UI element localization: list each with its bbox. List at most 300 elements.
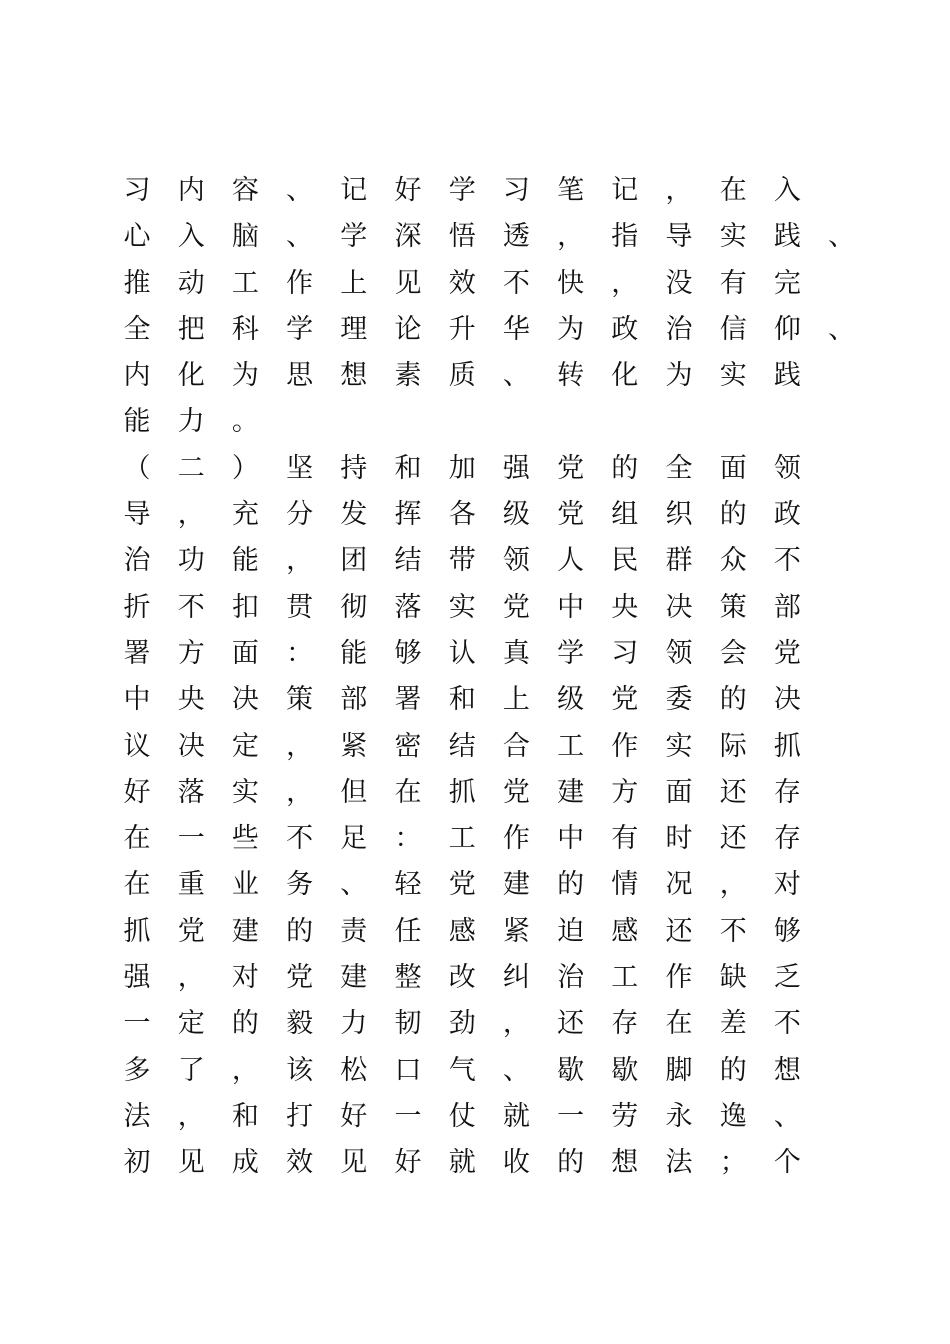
- glyph: 况: [665, 869, 693, 901]
- glyph: 导: [123, 499, 151, 531]
- glyph: 扣: [231, 591, 259, 623]
- text-line: [112, 214, 892, 260]
- glyph: 在: [123, 823, 151, 855]
- glyph: 践: [773, 360, 801, 392]
- glyph: 中: [123, 684, 151, 716]
- glyph: 持: [340, 452, 368, 484]
- glyph: 责: [340, 915, 368, 947]
- glyph: 实: [231, 776, 259, 808]
- glyph: 为: [665, 360, 693, 392]
- glyph: 、: [286, 221, 314, 253]
- glyph: 不: [773, 1008, 801, 1040]
- glyph: 的: [231, 1008, 259, 1040]
- glyph: 想: [773, 1054, 801, 1086]
- glyph: 效: [448, 267, 476, 299]
- text-line: [112, 862, 892, 908]
- glyph: 深: [394, 221, 422, 253]
- glyph: 转: [557, 360, 585, 392]
- glyph: 委: [665, 684, 693, 716]
- glyph: 华: [502, 313, 530, 345]
- glyph: 领: [502, 545, 530, 577]
- glyph: 任: [394, 915, 422, 947]
- glyph: 对: [773, 869, 801, 901]
- glyph: 内: [123, 360, 151, 392]
- glyph: 务: [286, 869, 314, 901]
- glyph: 推: [123, 267, 151, 299]
- glyph: 领: [665, 637, 693, 669]
- glyph: 还: [719, 776, 747, 808]
- glyph: 歇: [557, 1054, 585, 1086]
- glyph: 习: [502, 175, 530, 206]
- glyph: 作: [665, 962, 693, 994]
- glyph: ）: [231, 452, 259, 484]
- glyph: 该: [286, 1054, 314, 1086]
- glyph: 、: [828, 313, 856, 345]
- glyph: 能: [123, 406, 151, 438]
- glyph: ，: [177, 499, 205, 531]
- glyph: 想: [340, 360, 368, 392]
- glyph: 个: [773, 1147, 801, 1179]
- glyph: 快: [557, 267, 585, 299]
- glyph: ：: [286, 637, 314, 669]
- glyph: 但: [340, 776, 368, 808]
- glyph: 情: [611, 869, 639, 901]
- glyph: 存: [773, 823, 801, 855]
- glyph: 的: [611, 452, 639, 484]
- glyph: 决: [773, 684, 801, 716]
- glyph: 党: [502, 591, 530, 623]
- glyph: 作: [611, 730, 639, 762]
- glyph: 紧: [502, 915, 530, 947]
- glyph: ，: [286, 545, 314, 577]
- text-line: [112, 538, 892, 584]
- glyph: 作: [502, 823, 530, 855]
- glyph: ，: [665, 175, 693, 206]
- glyph: 议: [123, 730, 151, 762]
- glyph: 、: [340, 869, 368, 901]
- glyph: 全: [123, 313, 151, 345]
- glyph: 的: [719, 499, 747, 531]
- glyph: ，: [557, 221, 585, 253]
- glyph: 仰: [773, 313, 801, 345]
- glyph: 素: [394, 360, 422, 392]
- glyph: 时: [665, 823, 693, 855]
- glyph: 为: [231, 360, 259, 392]
- glyph: 级: [502, 499, 530, 531]
- glyph: 部: [773, 591, 801, 623]
- text-line: [112, 1048, 892, 1094]
- glyph: 、: [286, 175, 314, 206]
- text-line: [112, 585, 892, 631]
- glyph: 口: [394, 1054, 422, 1086]
- glyph: 部: [340, 684, 368, 716]
- glyph: 强: [123, 962, 151, 994]
- glyph: ，: [719, 869, 747, 901]
- glyph: 党: [557, 452, 585, 484]
- glyph: 功: [177, 545, 205, 577]
- glyph: 劲: [448, 1008, 476, 1040]
- glyph: 好: [340, 1100, 368, 1132]
- glyph: 建: [340, 962, 368, 994]
- glyph: 脑: [231, 221, 259, 253]
- glyph: 悟: [448, 221, 476, 253]
- glyph: 结: [448, 730, 476, 762]
- glyph: 工: [448, 823, 476, 855]
- glyph: 群: [665, 545, 693, 577]
- glyph: 领: [773, 452, 801, 484]
- glyph: 、: [773, 1100, 801, 1132]
- glyph: 好: [123, 776, 151, 808]
- glyph: 决: [665, 591, 693, 623]
- glyph: 习: [611, 637, 639, 669]
- glyph: 央: [611, 591, 639, 623]
- glyph: 、: [828, 221, 856, 253]
- glyph: 劳: [611, 1100, 639, 1132]
- glyph: 法: [665, 1147, 693, 1179]
- glyph: 纠: [502, 962, 530, 994]
- glyph: 不: [286, 823, 314, 855]
- glyph: 了: [177, 1054, 205, 1086]
- glyph: ，: [611, 267, 639, 299]
- text-line: [112, 955, 892, 1001]
- glyph: 的: [286, 915, 314, 947]
- glyph: 政: [773, 499, 801, 531]
- glyph: 就: [448, 1147, 476, 1179]
- glyph: 逸: [719, 1100, 747, 1132]
- glyph: 好: [394, 1147, 422, 1179]
- glyph: 强: [502, 452, 530, 484]
- glyph: 一: [123, 1008, 151, 1040]
- glyph: 记: [611, 175, 639, 206]
- glyph: 党: [773, 637, 801, 669]
- glyph: 差: [719, 1008, 747, 1040]
- glyph: 落: [177, 776, 205, 808]
- glyph: 完: [773, 267, 801, 299]
- glyph: 党: [557, 499, 585, 531]
- glyph: 认: [448, 637, 476, 669]
- glyph: 织: [665, 499, 693, 531]
- glyph: 入: [177, 221, 205, 253]
- glyph: ，: [231, 1054, 259, 1086]
- glyph: 、: [502, 360, 530, 392]
- text-line: [112, 168, 892, 214]
- glyph: （: [123, 452, 151, 484]
- glyph: 际: [719, 730, 747, 762]
- glyph: 理: [340, 313, 368, 345]
- glyph: 笔: [557, 175, 585, 206]
- glyph: 在: [719, 175, 747, 206]
- glyph: ，: [177, 962, 205, 994]
- glyph: 动: [177, 267, 205, 299]
- glyph: 党: [177, 915, 205, 947]
- glyph: 记: [340, 175, 368, 206]
- glyph: 治: [123, 545, 151, 577]
- glyph: 抓: [773, 730, 801, 762]
- text-line: [112, 770, 892, 816]
- glyph: 贯: [286, 591, 314, 623]
- glyph: 学: [448, 175, 476, 206]
- glyph: 挥: [394, 499, 422, 531]
- glyph: 科: [231, 313, 259, 345]
- glyph: 建: [502, 869, 530, 901]
- glyph: 有: [611, 823, 639, 855]
- glyph: 缺: [719, 962, 747, 994]
- glyph: 工: [557, 730, 585, 762]
- text-line: [112, 631, 892, 677]
- glyph: 级: [557, 684, 585, 716]
- glyph: 定: [177, 1008, 205, 1040]
- glyph: 抓: [123, 915, 151, 947]
- glyph: 实: [719, 360, 747, 392]
- glyph: 团: [340, 545, 368, 577]
- glyph: 不: [773, 545, 801, 577]
- glyph: 中: [557, 591, 585, 623]
- glyph: 全: [665, 452, 693, 484]
- glyph: ，: [502, 1008, 530, 1040]
- glyph: 不: [502, 267, 530, 299]
- glyph: 学: [286, 313, 314, 345]
- glyph: 真: [502, 637, 530, 669]
- glyph: 紧: [340, 730, 368, 762]
- text-line: [112, 1001, 892, 1047]
- glyph: 信: [719, 313, 747, 345]
- glyph: 对: [231, 962, 259, 994]
- text-line: [112, 1140, 892, 1186]
- glyph: 折: [123, 591, 151, 623]
- glyph: 政: [611, 313, 639, 345]
- glyph: 入: [773, 175, 801, 206]
- glyph: 迫: [557, 915, 585, 947]
- glyph: 存: [611, 1008, 639, 1040]
- glyph: 。: [231, 406, 259, 438]
- glyph: 彻: [340, 591, 368, 623]
- body-text: [112, 168, 892, 1187]
- glyph: 透: [502, 221, 530, 253]
- glyph: 央: [177, 684, 205, 716]
- glyph: 毅: [286, 1008, 314, 1040]
- glyph: 一: [394, 1100, 422, 1132]
- glyph: 的: [719, 684, 747, 716]
- glyph: 见: [177, 1147, 205, 1179]
- glyph: 习: [123, 175, 151, 206]
- glyph: 收: [502, 1147, 530, 1179]
- glyph: 在: [394, 776, 422, 808]
- glyph: 密: [394, 730, 422, 762]
- glyph: 想: [611, 1147, 639, 1179]
- glyph: 质: [448, 360, 476, 392]
- glyph: 韧: [394, 1008, 422, 1040]
- glyph: 分: [286, 499, 314, 531]
- glyph: 还: [557, 1008, 585, 1040]
- glyph: 面: [231, 637, 259, 669]
- glyph: 上: [340, 267, 368, 299]
- glyph: 发: [340, 499, 368, 531]
- glyph: 化: [611, 360, 639, 392]
- glyph: 策: [719, 591, 747, 623]
- text-line: [112, 261, 892, 307]
- glyph: 能: [340, 637, 368, 669]
- glyph: 定: [231, 730, 259, 762]
- glyph: 策: [286, 684, 314, 716]
- glyph: 化: [177, 360, 205, 392]
- glyph: 的: [557, 1147, 585, 1179]
- glyph: 治: [665, 313, 693, 345]
- glyph: 升: [448, 313, 476, 345]
- glyph: 中: [557, 823, 585, 855]
- glyph: 、: [502, 1054, 530, 1086]
- glyph: 会: [719, 637, 747, 669]
- text-line: [112, 909, 892, 955]
- glyph: 气: [448, 1054, 476, 1086]
- glyph: 一: [557, 1100, 585, 1132]
- glyph: 治: [557, 962, 585, 994]
- glyph: 脚: [665, 1054, 693, 1086]
- glyph: 面: [665, 776, 693, 808]
- glyph: 就: [502, 1100, 530, 1132]
- glyph: 成: [231, 1147, 259, 1179]
- glyph: 能: [231, 545, 259, 577]
- glyph: 没: [665, 267, 693, 299]
- text-line: [112, 399, 892, 445]
- glyph: 永: [665, 1100, 693, 1132]
- glyph: 好: [394, 175, 422, 206]
- glyph: 感: [448, 915, 476, 947]
- glyph: 内: [177, 175, 205, 206]
- glyph: 业: [231, 869, 259, 901]
- glyph: 党: [611, 684, 639, 716]
- glyph: 感: [611, 915, 639, 947]
- glyph: 实: [448, 591, 476, 623]
- glyph: ，: [286, 730, 314, 762]
- glyph: 重: [177, 869, 205, 901]
- glyph: 决: [177, 730, 205, 762]
- glyph: 合: [502, 730, 530, 762]
- glyph: 人: [557, 545, 585, 577]
- glyph: 民: [611, 545, 639, 577]
- glyph: 论: [394, 313, 422, 345]
- glyph: 上: [502, 684, 530, 716]
- glyph: 署: [394, 684, 422, 716]
- glyph: 决: [231, 684, 259, 716]
- glyph: 松: [340, 1054, 368, 1086]
- glyph: 二: [177, 452, 205, 484]
- glyph: 建: [557, 776, 585, 808]
- glyph: 和: [394, 452, 422, 484]
- glyph: 坚: [286, 452, 314, 484]
- glyph: ，: [286, 776, 314, 808]
- glyph: 党: [448, 869, 476, 901]
- glyph: 力: [177, 406, 205, 438]
- glyph: 结: [394, 545, 422, 577]
- text-line: [112, 492, 892, 538]
- glyph: 歇: [611, 1054, 639, 1086]
- text-line: [112, 446, 892, 492]
- glyph: 在: [123, 869, 151, 901]
- glyph: 整: [394, 962, 422, 994]
- text-line: [112, 724, 892, 770]
- glyph: 力: [340, 1008, 368, 1040]
- glyph: 心: [123, 221, 151, 253]
- glyph: 初: [123, 1147, 151, 1179]
- glyph: 不: [719, 915, 747, 947]
- glyph: ：: [394, 823, 422, 855]
- glyph: 实: [719, 221, 747, 253]
- glyph: 和: [448, 684, 476, 716]
- glyph: 落: [394, 591, 422, 623]
- glyph: 把: [177, 313, 205, 345]
- glyph: 众: [719, 545, 747, 577]
- text-line: [112, 816, 892, 862]
- glyph: 法: [123, 1100, 151, 1132]
- glyph: 方: [177, 637, 205, 669]
- text-line: [112, 307, 892, 353]
- glyph: 的: [557, 869, 585, 901]
- glyph: 带: [448, 545, 476, 577]
- glyph: 见: [340, 1147, 368, 1179]
- glyph: 效: [286, 1147, 314, 1179]
- glyph: 和: [231, 1100, 259, 1132]
- glyph: 打: [286, 1100, 314, 1132]
- glyph: 方: [611, 776, 639, 808]
- glyph: 学: [340, 221, 368, 253]
- glyph: 学: [557, 637, 585, 669]
- glyph: 些: [231, 823, 259, 855]
- glyph: 实: [665, 730, 693, 762]
- glyph: ；: [719, 1147, 747, 1179]
- glyph: 的: [719, 1054, 747, 1086]
- glyph: 各: [448, 499, 476, 531]
- glyph: 抓: [448, 776, 476, 808]
- glyph: ，: [177, 1100, 205, 1132]
- glyph: 轻: [394, 869, 422, 901]
- glyph: 加: [448, 452, 476, 484]
- glyph: 在: [665, 1008, 693, 1040]
- glyph: 有: [719, 267, 747, 299]
- text-line: [112, 353, 892, 399]
- glyph: 党: [502, 776, 530, 808]
- glyph: 一: [177, 823, 205, 855]
- glyph: 作: [286, 267, 314, 299]
- glyph: 导: [665, 221, 693, 253]
- glyph: 思: [286, 360, 314, 392]
- glyph: 还: [719, 823, 747, 855]
- glyph: 工: [231, 267, 259, 299]
- glyph: 组: [611, 499, 639, 531]
- glyph: 仗: [448, 1100, 476, 1132]
- glyph: 还: [665, 915, 693, 947]
- glyph: 见: [394, 267, 422, 299]
- glyph: 署: [123, 637, 151, 669]
- glyph: 改: [448, 962, 476, 994]
- glyph: 多: [123, 1054, 151, 1086]
- glyph: 指: [611, 221, 639, 253]
- glyph: 党: [286, 962, 314, 994]
- glyph: 工: [611, 962, 639, 994]
- text-line: [112, 677, 892, 723]
- glyph: 容: [231, 175, 259, 206]
- glyph: 够: [394, 637, 422, 669]
- glyph: 不: [177, 591, 205, 623]
- glyph: 建: [231, 915, 259, 947]
- glyph: 存: [773, 776, 801, 808]
- glyph: 面: [719, 452, 747, 484]
- glyph: 乏: [773, 962, 801, 994]
- glyph: 践: [773, 221, 801, 253]
- glyph: 为: [557, 313, 585, 345]
- glyph: 充: [231, 499, 259, 531]
- glyph: 足: [340, 823, 368, 855]
- glyph: 够: [773, 915, 801, 947]
